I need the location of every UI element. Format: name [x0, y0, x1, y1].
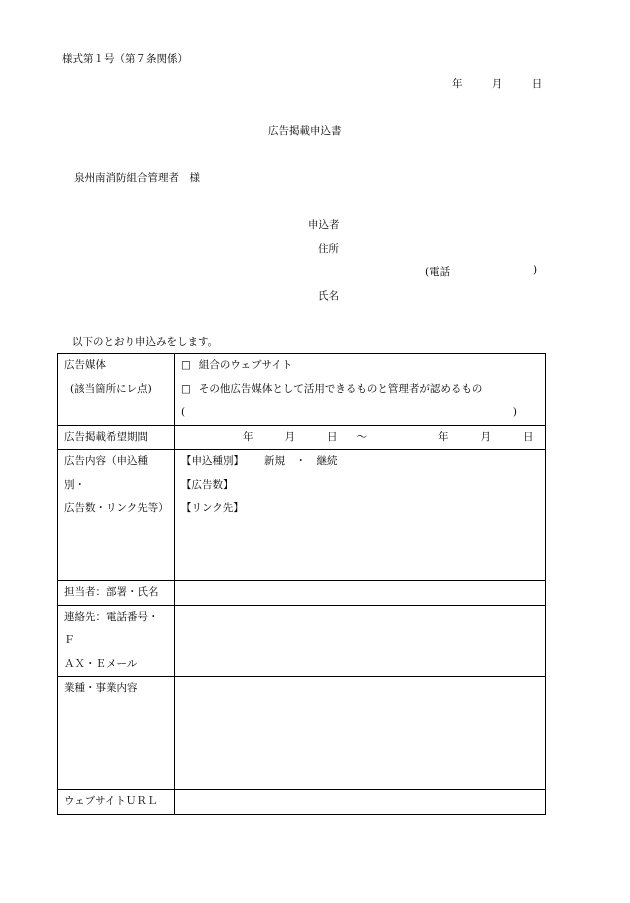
row-business — [58, 677, 546, 790]
person-label: 担当者：部署・氏名 — [58, 581, 175, 606]
url-value-cell[interactable] — [175, 790, 546, 815]
contact-label-cell: 連絡先：電話番号・ Ｆ ＡＸ・Ｅメール — [58, 605, 175, 677]
media-label-note: (該当箇所にレ点) — [70, 382, 152, 395]
person-value-cell[interactable] — [175, 581, 546, 606]
content-label-cell: 広告内容（申込種別・ 広告数・リンク先等） — [58, 450, 175, 581]
row-contact — [58, 605, 546, 677]
checkbox-icon[interactable]: □ — [181, 382, 191, 395]
date-day: 日 — [531, 78, 543, 90]
media-label-cell — [58, 354, 175, 426]
phone-close: ) — [533, 264, 538, 276]
date-month: 月 — [491, 78, 503, 90]
row-content — [58, 450, 546, 581]
row-person — [58, 581, 546, 606]
type-options: 新規 ・ 継続 — [264, 455, 338, 467]
row-period — [58, 425, 546, 450]
business-value-cell[interactable] — [175, 677, 546, 790]
media-value-cell — [175, 354, 546, 426]
address-label: 住所 — [318, 243, 339, 255]
media-option-other[interactable]: □ その他広告媒体として活用できるものと管理者が認めるもの — [181, 382, 483, 395]
row-url — [58, 790, 546, 815]
media-other-paren: ( ) — [181, 406, 517, 418]
period-label: 広告掲載希望期間 — [58, 425, 175, 450]
period-value-cell[interactable]: 年 月 日 ～ 年 月 日 — [175, 425, 546, 450]
form-number: 様式第１号（第７条関係） — [62, 53, 188, 65]
applicant-heading: 申込者 — [308, 219, 340, 231]
range-tilde: ～ — [356, 430, 367, 443]
url-label: ウェブサイトＵＲＬ — [58, 790, 175, 815]
application-table — [57, 353, 546, 815]
contact-value-cell[interactable] — [175, 605, 546, 677]
header-date — [452, 76, 542, 91]
content-value-cell[interactable]: 【申込種別】 新規 ・ 継続 【広告数】 【リンク先】 — [175, 450, 546, 581]
media-option-website[interactable]: □ 組合のウェブサイト — [181, 359, 293, 371]
business-label: 業種・事業内容 — [58, 677, 175, 790]
checkbox-icon[interactable]: □ — [181, 359, 191, 371]
phone-open: (電話 — [425, 266, 451, 278]
name-label: 氏名 — [318, 290, 339, 302]
intro-text: 以下のとおり申込みをします。 — [72, 336, 219, 348]
document-title: 広告掲載申込書 — [268, 125, 342, 137]
row-media — [58, 354, 546, 426]
addressee: 泉州南消防組合管理者 様 — [74, 172, 200, 184]
media-label: 広告媒体 — [64, 359, 106, 371]
date-year: 年 — [452, 78, 463, 90]
